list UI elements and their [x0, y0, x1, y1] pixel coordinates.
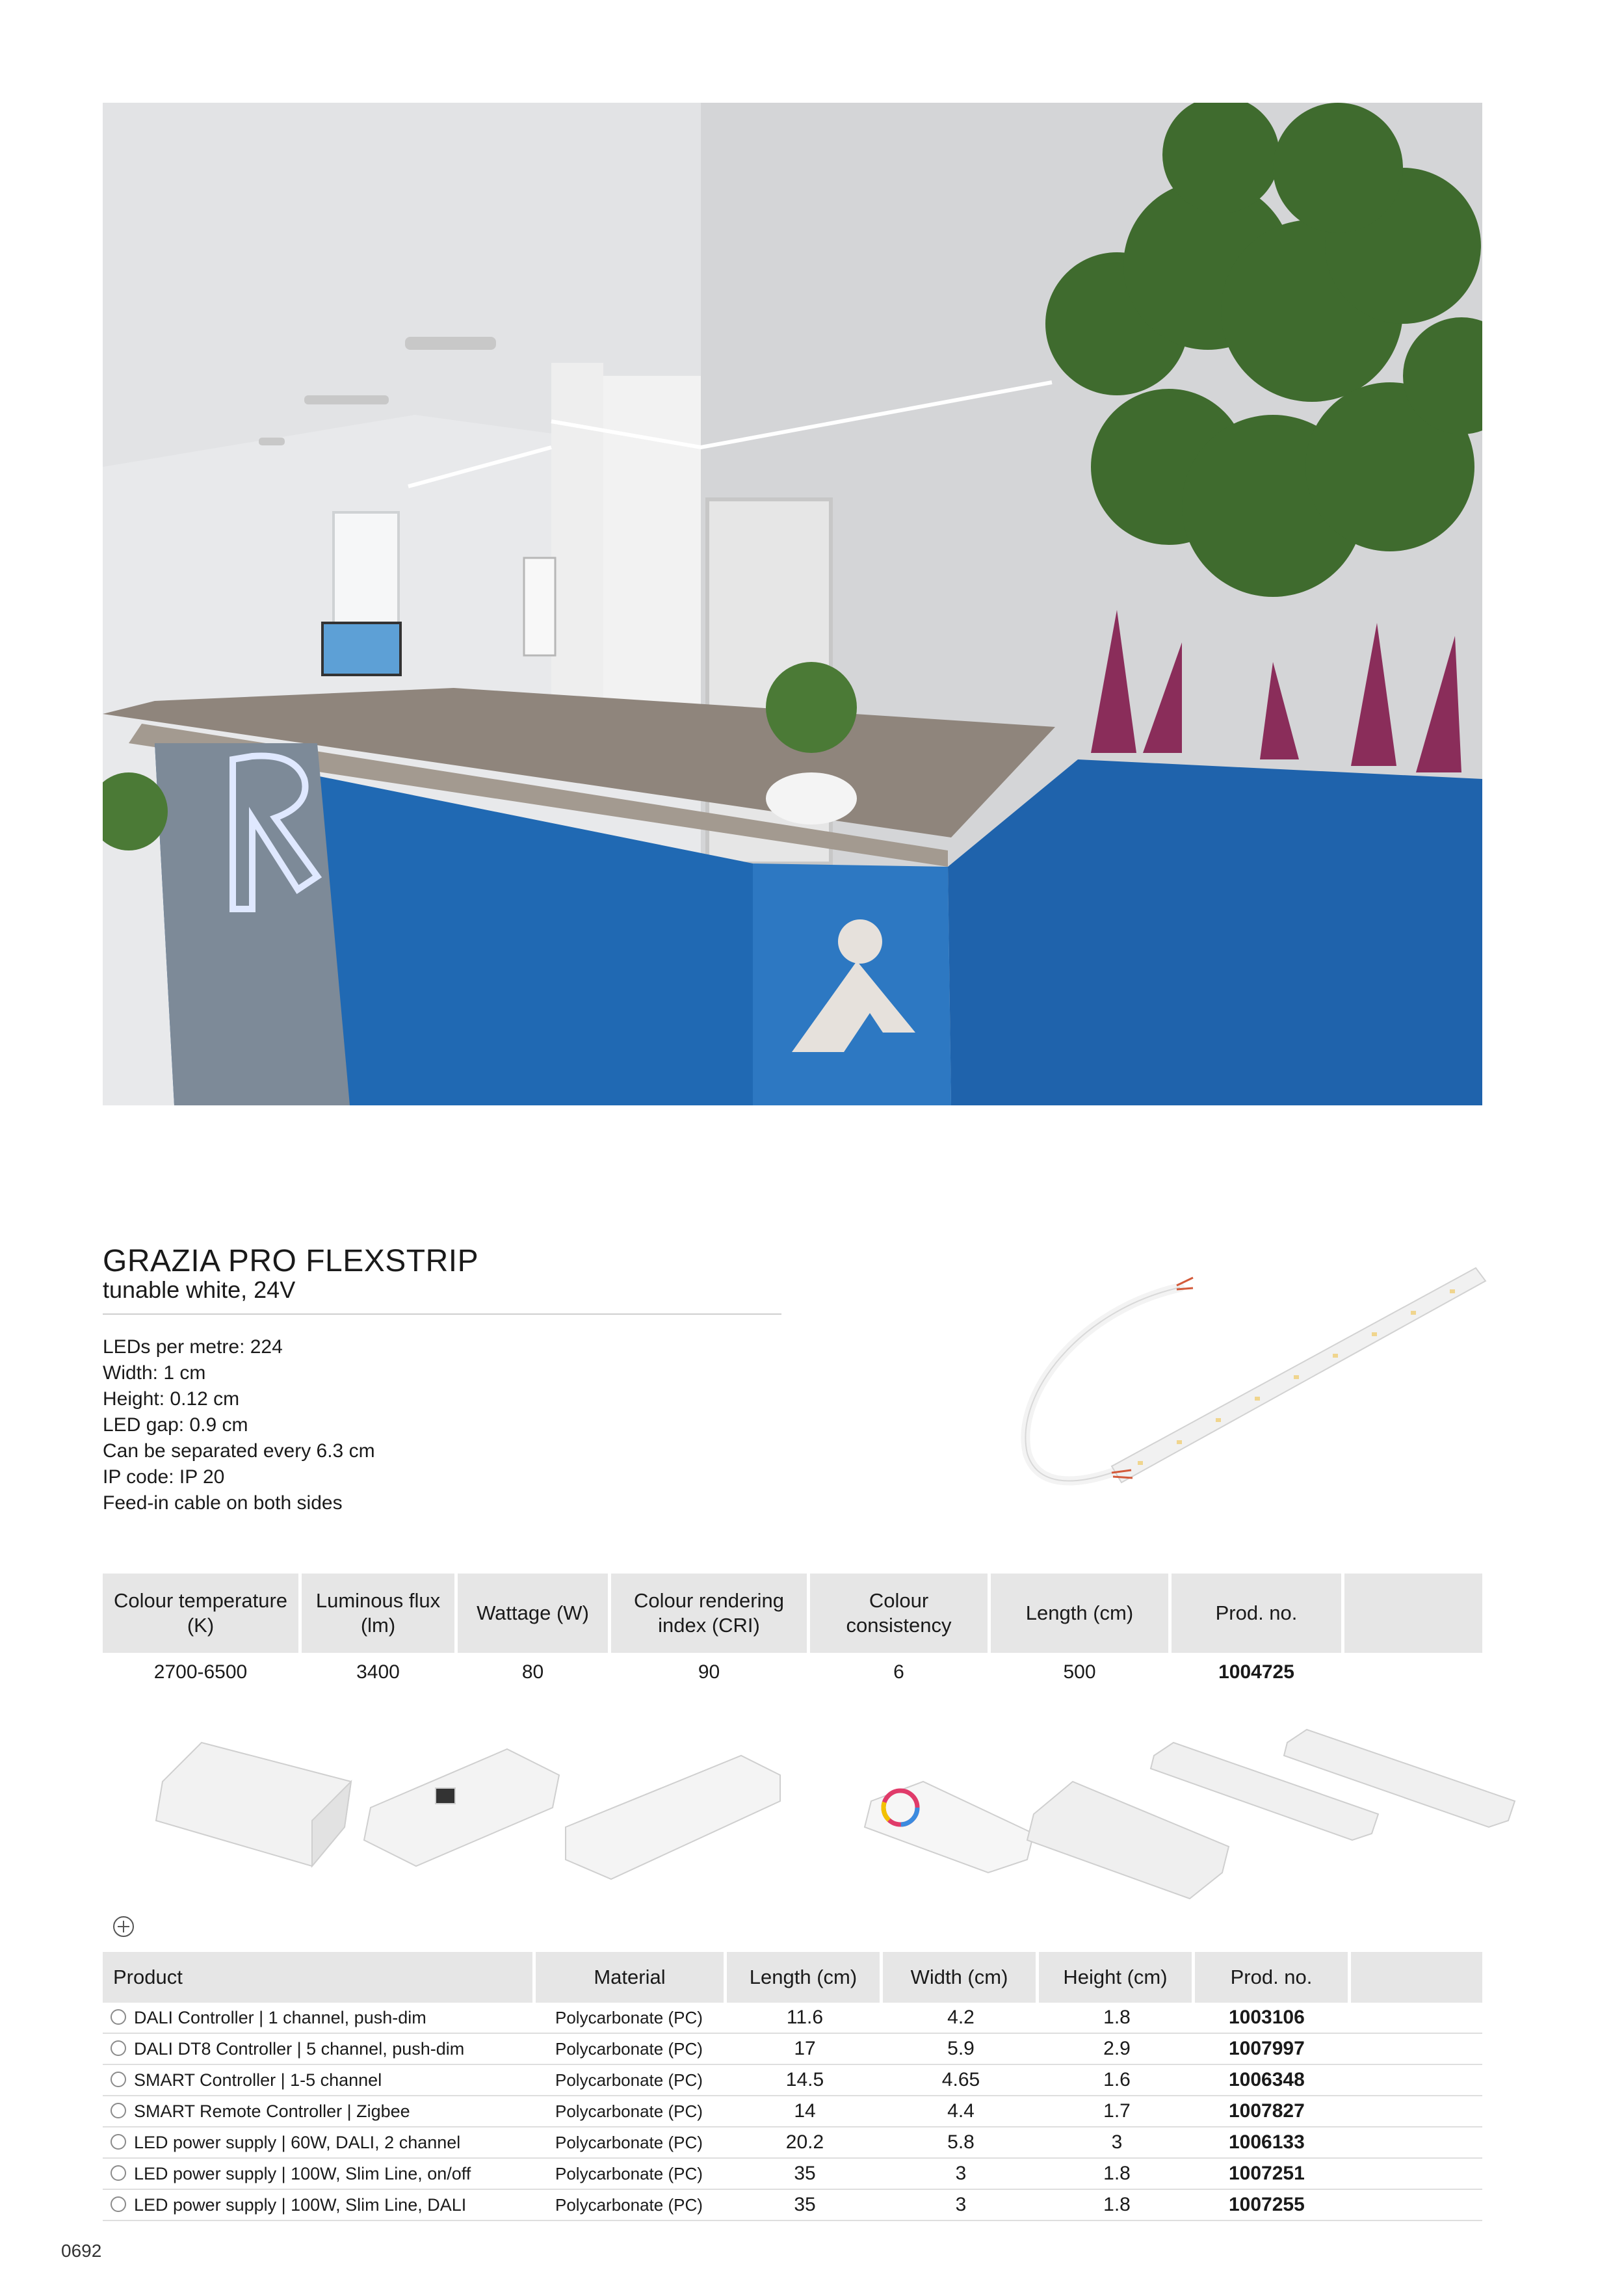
col-height: Height (cm) [1039, 1952, 1195, 2003]
prod-no: 1007997 [1195, 2034, 1351, 2065]
col-material: Material [536, 1952, 727, 2003]
cell-length: 500 [1063, 1661, 1096, 1683]
width: 4.2 [883, 2003, 1039, 2034]
cell-empty [1344, 1653, 1482, 1692]
product-name: LED power supply | 60W, DALI, 2 channel [134, 2132, 461, 2152]
table-row [103, 1653, 1482, 1692]
accessories-table [103, 1952, 1482, 2221]
length: 17 [727, 2034, 883, 2065]
product-name: DALI DT8 Controller | 5 channel, push-dim [134, 2038, 465, 2059]
height: 1.6 [1039, 2065, 1195, 2096]
product-name: DALI Controller | 1 channel, push-dim [134, 2007, 426, 2027]
empty-cell [1351, 2128, 1482, 2159]
empty-cell [1351, 2034, 1482, 2065]
length: 20.2 [727, 2128, 883, 2159]
cell-prod-no: 1004725 [1218, 1661, 1294, 1683]
prod-no: 1007827 [1195, 2096, 1351, 2128]
height: 3 [1039, 2128, 1195, 2159]
width: 3 [883, 2190, 1039, 2221]
col-prod-no: Prod. no. [1195, 1952, 1351, 2003]
spec-item: IP code: IP 20 [103, 1466, 225, 1488]
empty-cell [1351, 2159, 1482, 2190]
title-divider [103, 1313, 781, 1315]
col-width: Width (cm) [883, 1952, 1039, 2003]
col-empty [1351, 1952, 1482, 2003]
width: 3 [883, 2159, 1039, 2190]
prod-no: 1003106 [1195, 2003, 1351, 2034]
spec-item: Height: 0.12 cm [103, 1388, 240, 1410]
accessories-image [143, 1704, 1528, 1912]
height: 2.9 [1039, 2034, 1195, 2065]
col-luminous-flux: Luminous flux (lm) [302, 1574, 458, 1653]
table-row[interactable] [103, 2065, 1482, 2096]
product-name: SMART Controller | 1-5 channel [134, 2070, 382, 2090]
radio-icon[interactable] [111, 2196, 126, 2212]
table-row[interactable] [103, 2096, 1482, 2128]
material: Polycarbonate (PC) [536, 2128, 727, 2159]
product-subtitle: tunable white, 24V [103, 1276, 296, 1303]
height: 1.8 [1039, 2003, 1195, 2034]
product-name: SMART Remote Controller | Zigbee [134, 2101, 410, 2121]
prod-no: 1007255 [1195, 2190, 1351, 2221]
width: 4.4 [883, 2096, 1039, 2128]
col-length: Length (cm) [991, 1574, 1172, 1653]
product-name: LED power supply | 100W, Slim Line, on/off [134, 2163, 471, 2183]
col-wattage: Wattage (W) [458, 1574, 611, 1653]
spec-table [103, 1574, 1482, 1692]
spec-table-header [103, 1574, 1482, 1653]
material: Polycarbonate (PC) [536, 2159, 727, 2190]
page-number: 0692 [61, 2241, 102, 2261]
spec-item: LEDs per metre: 224 [103, 1336, 283, 1358]
length: 14 [727, 2096, 883, 2128]
radio-icon[interactable] [111, 2165, 126, 2181]
spec-item: Feed-in cable on both sides [103, 1492, 343, 1514]
product-name: LED power supply | 100W, Slim Line, DALI [134, 2194, 467, 2215]
radio-icon[interactable] [111, 2009, 126, 2025]
col-empty [1344, 1574, 1482, 1653]
material: Polycarbonate (PC) [536, 2065, 727, 2096]
height: 1.8 [1039, 2159, 1195, 2190]
spec-list [103, 1334, 375, 1516]
cell-luminous-flux: 3400 [356, 1661, 400, 1683]
radio-icon[interactable] [111, 2072, 126, 2087]
cell-colour-temperature: 2700-6500 [153, 1661, 248, 1683]
width: 4.65 [883, 2065, 1039, 2096]
empty-cell [1351, 2065, 1482, 2096]
empty-cell [1351, 2096, 1482, 2128]
col-colour-temperature: Colour temperature (K) [103, 1574, 302, 1653]
length: 11.6 [727, 2003, 883, 2034]
cell-wattage: 80 [521, 1661, 544, 1683]
col-product: Product [103, 1952, 536, 2003]
product-title: GRAZIA PRO FLEXSTRIP [103, 1244, 479, 1278]
accessories-table-header [103, 1952, 1482, 2003]
hero-photo [103, 103, 1482, 1105]
prod-no: 1007251 [1195, 2159, 1351, 2190]
spec-item: Can be separated every 6.3 cm [103, 1440, 375, 1462]
table-row[interactable] [103, 2034, 1482, 2065]
cell-colour-consistency: 6 [893, 1661, 904, 1683]
radio-icon[interactable] [111, 2134, 126, 2150]
height: 1.8 [1039, 2190, 1195, 2221]
width: 5.8 [883, 2128, 1039, 2159]
table-row[interactable] [103, 2159, 1482, 2190]
col-prod-no: Prod. no. [1172, 1574, 1344, 1653]
cell-cri: 90 [698, 1661, 720, 1683]
prod-no: 1006348 [1195, 2065, 1351, 2096]
material: Polycarbonate (PC) [536, 2003, 727, 2034]
col-length: Length (cm) [727, 1952, 883, 2003]
length: 14.5 [727, 2065, 883, 2096]
table-row[interactable] [103, 2190, 1482, 2221]
length: 35 [727, 2190, 883, 2221]
spec-item: Width: 1 cm [103, 1362, 206, 1384]
radio-icon[interactable] [111, 2040, 126, 2056]
plus-circle-icon[interactable] [112, 1915, 135, 1938]
material: Polycarbonate (PC) [536, 2190, 727, 2221]
spec-item: LED gap: 0.9 cm [103, 1414, 248, 1436]
length: 35 [727, 2159, 883, 2190]
height: 1.7 [1039, 2096, 1195, 2128]
empty-cell [1351, 2190, 1482, 2221]
col-colour-consistency: Colour consistency [810, 1574, 991, 1653]
table-row[interactable] [103, 2128, 1482, 2159]
prod-no: 1006133 [1195, 2128, 1351, 2159]
table-row[interactable] [103, 2003, 1482, 2034]
led-strip-image [1014, 1252, 1487, 1505]
col-cri: Colour rendering index (CRI) [611, 1574, 810, 1653]
radio-icon[interactable] [111, 2103, 126, 2118]
material: Polycarbonate (PC) [536, 2034, 727, 2065]
material: Polycarbonate (PC) [536, 2096, 727, 2128]
width: 5.9 [883, 2034, 1039, 2065]
empty-cell [1351, 2003, 1482, 2034]
